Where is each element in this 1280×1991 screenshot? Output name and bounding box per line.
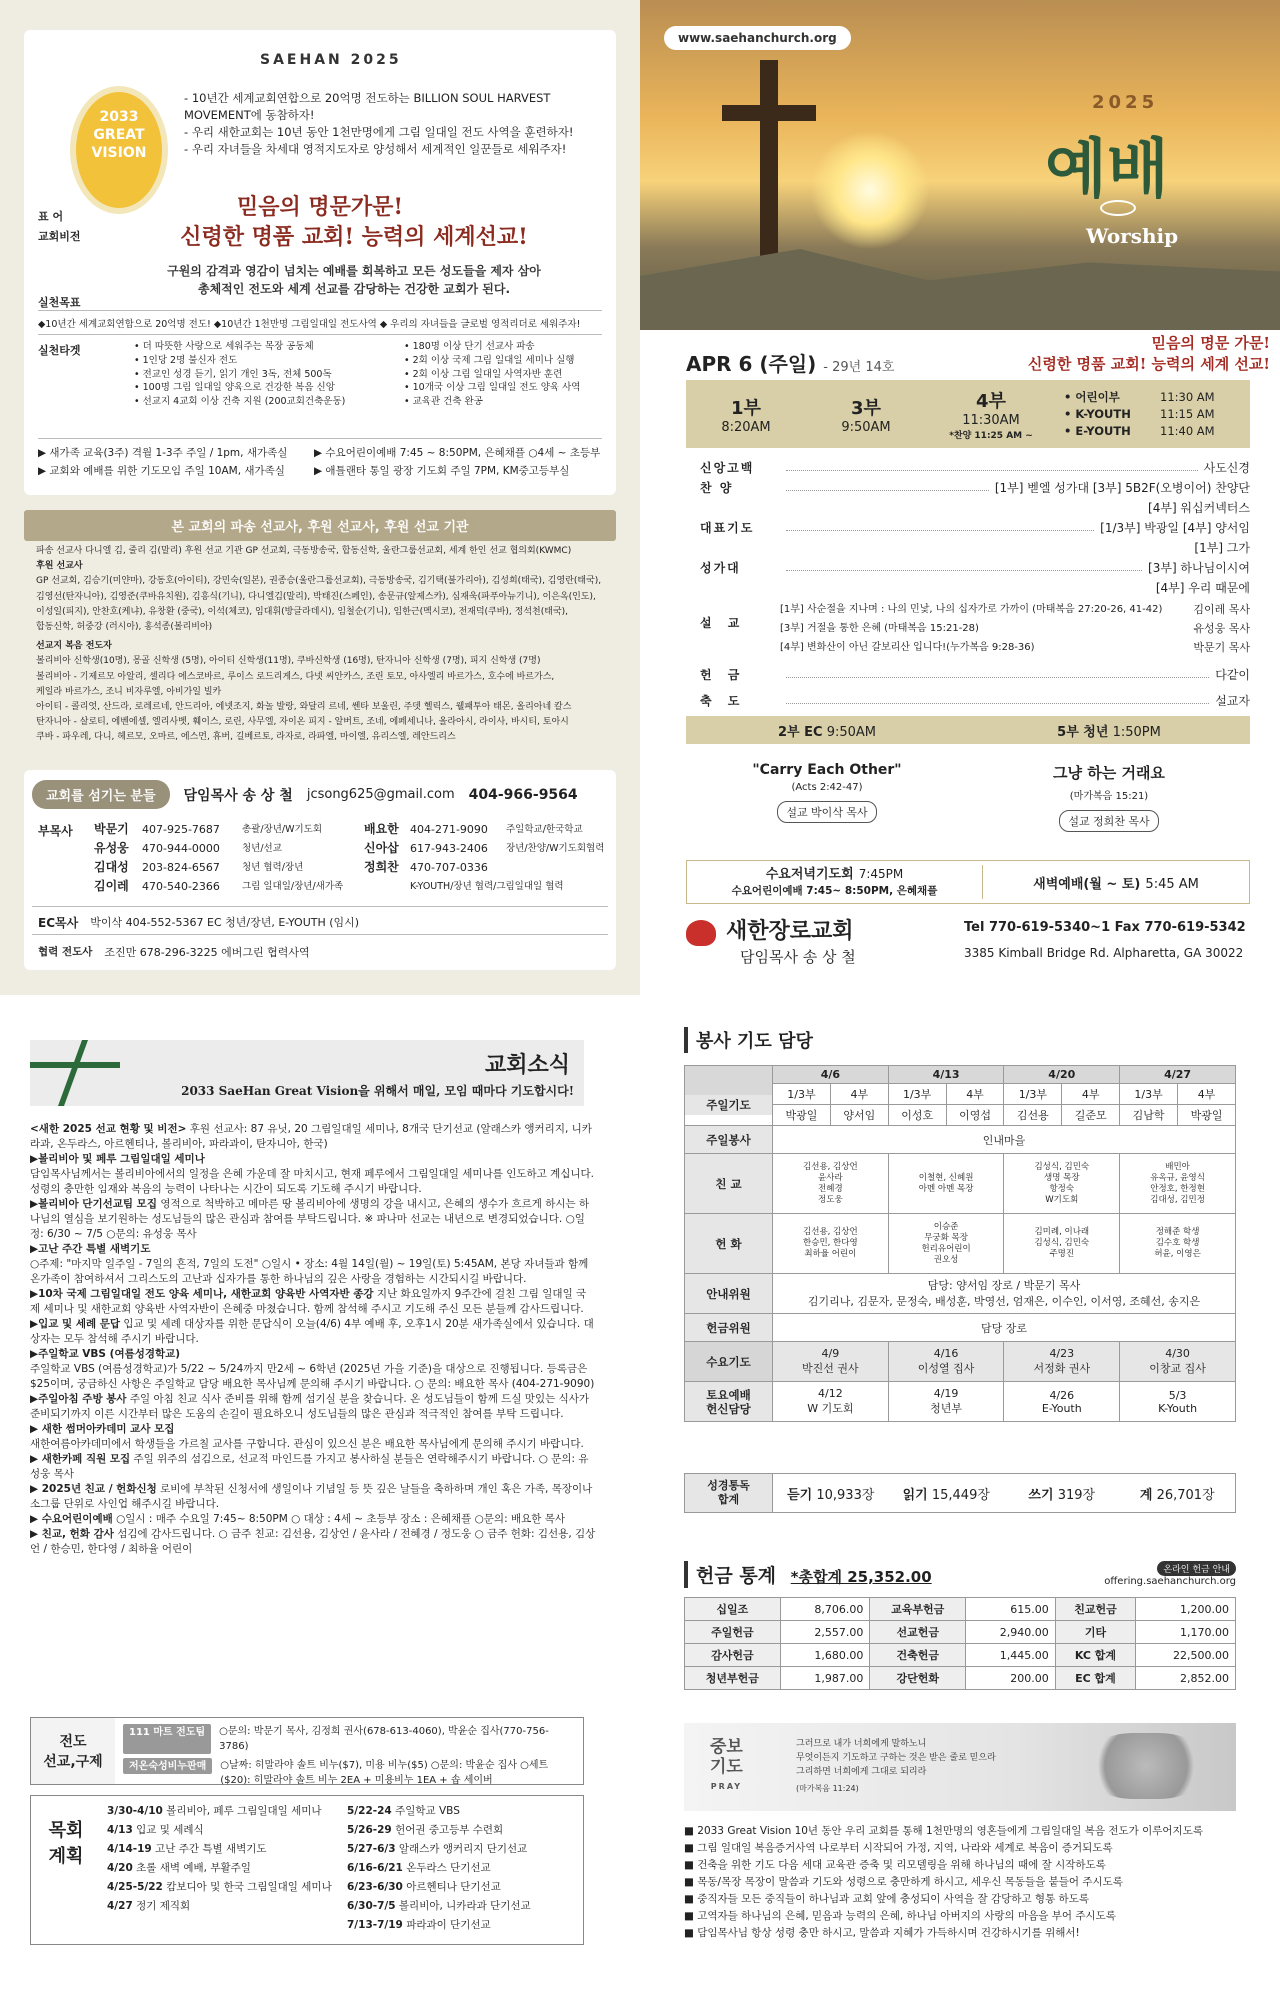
sun-glow xyxy=(810,130,930,250)
notices-left xyxy=(38,444,318,480)
notices-right xyxy=(314,444,614,480)
mission-header: 본 교회의 파송 선교사, 후원 선교사, 후원 선교 기관 xyxy=(24,510,616,541)
mission-list xyxy=(36,544,616,746)
divider xyxy=(38,310,602,311)
mission-line: 이성일(피지), 안찬호(케냐), 유창환 (중국), 이석(체코), 임대휘(방글라데시), 임철순(기니), 임한근(멕시코), 전재덕(쿠바), 정석천(태국), xyxy=(36,606,569,617)
plan-item: 6/23-6/30 아르헨티나 단기선교 xyxy=(347,1881,501,1893)
target-item: • 10개국 이상 그림 일대일 전도 양육 사역 xyxy=(404,382,581,394)
dawn-service: 새벽예배(월 ~ 토) 5:45 AM xyxy=(1033,876,1199,892)
divider xyxy=(32,934,608,935)
pastor-name: 담임목사 송 상 철 xyxy=(183,787,293,804)
duty-header-row: 4/6 4/13 4/20 4/27 xyxy=(685,1066,1236,1084)
mission-line: 합동신학, 허중강 (러시아), 홍석종(볼리비아) xyxy=(36,622,213,633)
ec-line: 박이삭 404-552-5367 EC 청년/장년, E-YOUTH (임시) xyxy=(90,916,360,929)
youth-service-row: • E-YOUTH 11:40 AM xyxy=(1064,423,1215,438)
prayer-item: ■ 그림 일대일 복음증거사역 나로부터 시작되어 가정, 지역, 나라와 세계로 복음이 증거되도록 xyxy=(684,1842,1113,1854)
mission-line: 탄자니아 - 살로티, 에벤에셀, 엘리사벳, 훼이스, 로린, 사무엘, 자이온 피지 - 알버트, 조네, 에페세니나, 올라아시, 라이사, 바시티, 토아시 xyxy=(36,717,569,728)
news-list xyxy=(30,1122,596,1557)
news-item: ▶주일학교 VBS (여름성경학교) 주일학교 VBS (여름성경학교)가 5/22 ~ 5/24까지 만2세 ~ 6학년 (2025년 가을 기준)을 대상으로 진행됩니다. 등록금은 $25이며, 궁금하신 사항은 주일학교 담당 배요한 목사님께 문의해 주시기 바랍니다. ○ 문의: 배요한 목사 (404-271-9090) xyxy=(30,1348,595,1390)
sat-row: 토요예배 헌신담당 4/12 W 기도회 4/19 청년부 4/26 E-Youth 5/3 K-Youth xyxy=(685,1382,1236,1422)
staff-card xyxy=(24,770,616,970)
contact-address: 3385 Kimball Bridge Rd. Alpharetta, GA 30022 xyxy=(964,946,1244,960)
badge-word1: GREAT xyxy=(93,127,145,143)
news-title: 교회소식 xyxy=(484,1053,570,1078)
news-header xyxy=(30,1040,584,1106)
duty-title: 봉사 기도 담당 xyxy=(684,1027,813,1053)
bible-read: 읽기 15,449장 xyxy=(902,1487,990,1503)
liturgy-row: 찬 양 [1부] 벧엘 성가대 [3부] 5B2F(오병이어) 찬양단 xyxy=(700,481,1250,495)
prayer-quote: 그러므로 내가 너희에게 말하노니 무엇이든지 기도하고 구하는 것은 받은 줄로 믿으라 그리하면 너희에게 그대로 되리라 xyxy=(796,1739,996,1777)
news-item: ▶10차 국제 그림일대일 전도 양육 세미나, 새한교회 양육반 사역자반 종강 지난 화요일까지 9주간에 걸친 그림 일대일 국제 세미나 및 새한교회 양육반 사역자반이 은혜중 마쳤습니다. 함께 참석해 주시고 기도해 주신 모든 분들께 감사드립니다. xyxy=(30,1288,587,1315)
pyoeo-label: 표 어 xyxy=(38,210,64,223)
coop-line: 조진만 678-296-3225 에버그린 협력사역 xyxy=(104,946,310,959)
services-box xyxy=(686,380,1250,448)
liturgy-row: 대표기도 [1/3부] 박광일 [4부] 양서임 xyxy=(700,521,1250,535)
staff-row: 김대성 203-824-6567 청년 협력/장년 xyxy=(94,860,304,874)
goal-label: 실천목표 xyxy=(38,296,81,309)
plan-item: 6/30-7/5 볼리비아, 니카라과 단기선교 xyxy=(347,1900,531,1912)
ec-row xyxy=(38,914,359,931)
tract-row: 저온숙성비누판매 ○날짜: 히말라야 솔트 비누($7), 미용 비누($5) ○문의: 박윤순 집사 ○세트($20): 히말라야 솔트 비누 2EA + 미용비누 1EA + 솝 세이버 xyxy=(123,1758,575,1788)
slogan-line1: 믿음의 명문가문! xyxy=(236,194,404,220)
tract-row: 111 마트 전도팀 ○문의: 박문기 목사, 김정희 권사(678-613-4060), 박윤순 집사(770-756-3786) xyxy=(123,1724,575,1754)
coop-row xyxy=(38,944,310,960)
cross-bar xyxy=(722,105,816,121)
plan-left xyxy=(101,1796,341,1944)
pastor-email[interactable]: jcsong625@gmail.com xyxy=(306,787,455,802)
prayer-list xyxy=(684,1823,1244,1942)
notice-item: ▶ 애틀랜타 통일 광장 기도회 주일 7PM, KM중고등부실 xyxy=(314,465,570,477)
mission-line: 후원 선교사 xyxy=(36,561,83,572)
liturgy-row: [4부] 우리 때문에 xyxy=(1155,581,1250,595)
prayer-item: ■ 담임목사님 항상 성령 충만 하시고, 말씀과 지혜가 가득하시며 건강하시기를 위해서! xyxy=(684,1927,1080,1939)
wed-prayer-row: 수요기도 4/9 박진선 권사 4/16 이성열 집사 4/23 서정화 권사 4/30 이창교 집사 xyxy=(685,1342,1236,1382)
liturgy-row: [1부] 그가 xyxy=(1194,541,1250,555)
liturgy xyxy=(700,456,1250,709)
targets-left xyxy=(134,340,394,409)
youth-service-row: • K-YOUTH 11:15 AM xyxy=(1064,406,1215,421)
liturgy-row: 성가대 [3부] 하나님이시여 xyxy=(700,561,1250,575)
offering-table xyxy=(684,1597,1236,1690)
plan-item: 3/30-4/10 볼리비아, 페루 그림일대일 세미나 xyxy=(107,1805,322,1817)
plan-item: 4/25-5/22 캄보디아 및 한국 그림일대일 세미나 xyxy=(107,1881,332,1893)
target-item: • 180명 이상 단기 선교사 파송 xyxy=(404,341,535,352)
news-item: ▶주일아침 주방 봉사 주일 아침 친교 식사 준비를 위해 함께 섬기실 분을 찾습니다. 온 성도님들이 함께 드실 맛있는 식사가 준비되기까지 이른 시간부터 많은 도움의 손길이 필요하오니 성도님들의 많은 관심과 적극적인 참여를 부탁 드립니다. xyxy=(30,1393,589,1420)
target-item: • 1인당 2명 불신자 전도 xyxy=(134,354,238,366)
offering-title: 헌금 통계 *총합계 25,352.00 xyxy=(684,1561,932,1588)
bible-total: 계 26,701장 xyxy=(1139,1487,1215,1503)
staff-row: 박문기 407-925-7687 총괄/장년/W기도회 xyxy=(94,822,323,836)
sermon-block: 설 교 [1부] 사순절을 지나며 : 나의 민낯, 나의 십자가로 가까이 (마태복음 27:20-26, 41-42) 김이레 목사 [3부] 거절을 통한 은혜 (마태복음 15:21-28) 유성웅 목사 [4부] 변화산이 아닌 갈보리산 입니다!(누가복음 9:28-36) 박문기 목사 xyxy=(700,600,1250,657)
duty-table xyxy=(684,1065,1236,1422)
staff-role: K-YOUTH/장년 협력/그림일대일 협력 xyxy=(410,881,564,892)
youth-service-row: • 어린이부 11:30 AM xyxy=(1064,389,1215,404)
offering-row: 주일헌금 2,557.00 선교헌금 2,940.00 기타 1,170.00 xyxy=(685,1621,1236,1644)
church-logo-icon xyxy=(686,920,716,946)
plan-item: 7/13-7/19 파라과이 단기선교 xyxy=(347,1919,491,1931)
assoc-right xyxy=(364,820,614,896)
plan-box xyxy=(30,1795,584,1945)
duty-panel xyxy=(640,995,1280,1991)
staff-row: 배요한 404-271-9090 주일학교/한국학교 xyxy=(364,822,583,836)
notice-item: ▶ 새가족 교육(3주) 격월 1-3주 주일 / 1pm, 새가족실 xyxy=(38,447,288,459)
notice-item: ▶ 교회와 예배를 위한 기도모임 주일 10AM, 새가족실 xyxy=(38,465,285,477)
news-item: ▶ 새한 썸머아카데미 교사 모집 새한여름아카데미에서 학생들을 가르칠 교사를 구합니다. 관심이 있으신 분은 배요한 목사님에게 문의해 주시기 바랍니다. xyxy=(30,1423,584,1450)
worship-panel xyxy=(640,0,1280,995)
goals-line: ◆10년간 세계교회연합으로 20억명 전도! ◆10년간 1천만명 그림일대일 전도사역 ◆ 우리의 자녀들을 글로벌 영적리더로 세워주자! xyxy=(38,319,581,330)
contact-tel: Tel 770-619-5340~1 Fax 770-619-5342 xyxy=(964,920,1246,935)
target-label: 실천타겟 xyxy=(38,344,81,357)
target-item: • 100명 그림 일대일 양육으로 건강한 복음 신앙 xyxy=(134,382,335,394)
service-1: 1부 8:20AM xyxy=(721,397,771,435)
divider xyxy=(38,438,602,439)
service-3: 3부 9:50AM xyxy=(841,397,891,435)
target-item: • 2회 이상 그림 일대일 사역자반 훈련 xyxy=(404,368,563,380)
target-item: • 교육관 건축 완공 xyxy=(404,396,483,408)
tract-box xyxy=(30,1717,584,1785)
vision-card xyxy=(24,30,616,495)
mission-line: 아이티 - 콜리엇, 산드라, 로레르네, 안드리아, 에넷조지, 화놀 발랑, 와달리 르네, 쎈타 보울린, 주뎃 헬릭스, 웰패투아 태몬, 올리아네 칼스 xyxy=(36,702,572,713)
liturgy-row: 축 도 설교자 xyxy=(700,694,1250,708)
cross-icon xyxy=(760,60,778,260)
fish-icon xyxy=(1100,200,1136,216)
vision-bullets xyxy=(184,90,604,158)
news-item: ▶ 새한카페 직원 모집 주일 위주의 섬김으로, 선교적 마인드를 가지고 봉사하실 분들은 연락해주시기 바랍니다. ○ 문의: 유성웅 목사 xyxy=(30,1453,589,1480)
plan-item: 5/22-24 주일학교 VBS xyxy=(347,1805,460,1817)
ec-label: EC목사 xyxy=(38,916,79,930)
bible-listen: 듣기 10,933장 xyxy=(787,1487,875,1503)
fellowship-row: 친 교 김선용, 김상언 윤사라 전혜경 정도웅 이철현, 신혜원 아멘 아멘 목장 김성식, 김민숙 생명 목장 항정숙 W기도회 배민아 유옥규, 윤영식 안정호, 한정현 김대성, 김민정 xyxy=(685,1154,1236,1214)
vision-text-1: 구원의 감격과 영감이 넘치는 예배를 회복하고 모든 성도들을 제자 삼아 xyxy=(167,264,541,278)
ec-youth-box xyxy=(686,716,1250,744)
mission-line: 쿠바 - 파우레, 다니, 헤르모, 오마르, 에스먼, 휴버, 길베르토, 라자로, 라파엘, 마이엘, 유리스엘, 레안드리스 xyxy=(36,732,456,743)
q2-slogan xyxy=(980,332,1270,374)
prayer-ref: (마가복음 11:24) xyxy=(796,1784,859,1793)
prayer-item: ■ 목동/목장 목장이 말씀과 기도와 성령으로 충만하게 하시고, 세우신 목동들을 붙들어 주시도록 xyxy=(684,1876,1123,1888)
cross-deco-icon xyxy=(58,1040,88,1106)
hero-image xyxy=(640,0,1280,330)
plan-item: 6/16-6/21 온두라스 단기선교 xyxy=(347,1862,491,1874)
pastor-row xyxy=(32,780,578,809)
ec-sermon: "Carry Each Other" (Acts 2:42-47) 설교 박이삭 목사 xyxy=(686,762,968,823)
target-item: • 전교인 성경 듣기, 읽기 개인 3독, 전체 500독 xyxy=(134,368,332,380)
offering-total: *총합계 25,352.00 xyxy=(790,1568,932,1586)
flower-row: 헌 화 김선용, 김상언 한승민, 한다영 최하율 어린이 이승준 무궁화 목장 헌리유어린이 권오성 김미례, 이나래 김성식, 김민숙 주명진 정해준 학생 김수호 학생 허윤, 이영은 xyxy=(685,1214,1236,1274)
service-4: 4부 11:30AM *찬양 11:25 AM ~ xyxy=(949,391,1033,441)
duty-sub-row: 1/3부 4부 1/3부 4부 1/3부 4부 1/3부 4부 xyxy=(685,1084,1236,1105)
coop-label: 협력 전도사 xyxy=(38,946,93,958)
offering-committee-row: 헌금위원 담당 장로 xyxy=(685,1314,1236,1342)
divider xyxy=(38,334,602,335)
target-item: • 2회 이상 국제 그림 일대일 세미나 실행 xyxy=(404,354,575,366)
year-label: 2025 xyxy=(1092,92,1159,113)
sunday-prayer-row: 주일기도 박광일 양서임 이성호 이영섭 김선용 길준모 김남학 박광일 xyxy=(685,1105,1236,1126)
vision-bullet: - 우리 자녀들을 차세대 영적지도자로 양성해서 세계적인 일꾼들로 세워주자! xyxy=(184,142,567,156)
offering-row: 감사헌금 1,680.00 건축헌금 1,445.00 KC 합계 22,500.00 xyxy=(685,1644,1236,1667)
news-item: ▶ 친교, 헌화 감사 섬김에 감사드립니다. ○ 금주 친교: 김선용, 김상언 / 윤사라 / 전혜경 / 정도웅 ○ 금주 헌화: 김선용, 김상언 / 한승민, 한다영 / 최하율 어린이 xyxy=(30,1528,596,1555)
mission-line: 파송 선교사 다니엘 김, 줄리 김(말리) 후원 선교 기관 GP 선교회, 극동방송국, 합동신학, 울란그룹선교회, 세계 한인 선교 협의회(KWMC) xyxy=(36,546,572,556)
service-date: APR 6 (주일) xyxy=(686,352,817,376)
mountain-shape xyxy=(640,240,1280,330)
usher-row: 안내위원 담당: 양서임 장로 / 박문기 목사 김기리나, 김문자, 문정숙, 배성훈, 박영선, 엄재은, 이수인, 이서영, 조혜선, 송지은 xyxy=(685,1274,1236,1314)
target-item: • 선교지 4교회 이상 건축 지원 (200교회건축운동) xyxy=(134,396,346,408)
q2-slogan-1: 믿음의 명문 가문! xyxy=(1151,334,1270,352)
youth-sermon: 그냥 하는 거래요 (마가복음 15:21) 설교 정희찬 목사 xyxy=(968,762,1250,832)
youth-service: 5부 청년 1:50PM xyxy=(1057,724,1161,740)
slogan-line2: 신령한 명품 교회! 능력의 세계선교! xyxy=(180,224,528,250)
liturgy-row: 헌 금 다같이 xyxy=(700,668,1250,682)
targets-right xyxy=(404,340,614,409)
staff-row: 김이레 470-540-2366 그림 일대일/장년/새가족 xyxy=(94,879,344,893)
plan-item: 4/14-19 고난 주간 특별 새벽기도 xyxy=(107,1843,267,1855)
offering-row: 십일조 8,706.00 교육부헌금 615.00 친교헌금 1,200.00 xyxy=(685,1598,1236,1621)
worship-label: Worship xyxy=(1086,224,1179,248)
mission-line: 볼리비아 - 기제르모 아알리, 셀리다 에스코바르, 루이스 로드리게스, 다넷 씨안카스, 조린 토모, 아사엘리 바르가스, 호수에 바르가스, xyxy=(36,671,555,682)
bible-reading-box: 성경통독 합계 듣기 10,933장 읽기 15,449장 쓰기 319장 계 26,701장 xyxy=(684,1473,1236,1513)
news-item: ▶볼리비아 및 페루 그림일대일 세미나 담임목사님께서는 볼리비아에서의 일정을 은혜 가운데 잘 마치시고, 현재 페루에서 그림일대일 세미나를 인도하고 계십니다. 성령의 충만한 임재와 복음의 능력이 나타나는 시간이 되도록 기도해 주시기 바랍니다. xyxy=(30,1153,595,1195)
sermon-row: [1부] 사순절을 지나며 : 나의 민낯, 나의 십자가로 가까이 (마태복음 27:20-26, 41-42) 김이레 목사 xyxy=(780,603,1250,616)
news-item: ▶고난 주간 특별 새벽기도 ○주제: "마지막 일주일 - 7일의 흔적, 7일의 도전" ○일시 • 장소: 4월 14일(월) ~ 19일(토) 5:45AM, 본당 자녀들과 함께 온가족이 참여하셔서 그리스도의 고난과 십자가를 통한 하나님의 깊은 사랑을 경험하는 시간되시길 바랍니다. xyxy=(30,1243,589,1285)
plan-right xyxy=(341,1796,583,1944)
vision-text-2: 총체적인 전도와 세계 선교를 감당하는 건강한 교회가 된다. xyxy=(197,282,510,296)
news-item: <새한 2025 선교 현황 및 비전> 후원 선교사: 87 유닛, 20 그림일대일 세미나, 8개국 단기선교 (알래스카 앵커리지, 니카라과, 온두라스, 아르헨티나, 볼리비아, 파라과이, 탄자니아, 한국) xyxy=(30,1123,592,1150)
saehan-label: SAEHAN 2025 xyxy=(260,52,402,68)
prayer-item: ■ 2033 Great Vision 10년 동안 우리 교회를 통해 1천만명의 영혼들에게 그림일대일 복음 전도가 이루어지도록 xyxy=(684,1825,1203,1837)
mission-line: 김영선(탄자니아), 김영준(쿠바유치원), 김흥식(기니), 다니엘김(말리), 박태진(스페인), 송문규(알제스카), 심재욱(파푸아뉴기니), 이은옥(인도), xyxy=(36,591,596,602)
vision-panel xyxy=(0,0,640,995)
sermon-row: [3부] 거절을 통한 은혜 (마태복음 15:21-28) 유성웅 목사 xyxy=(780,622,1250,635)
cross-deco-bar xyxy=(30,1062,120,1068)
liturgy-row: 신앙고백 사도신경 xyxy=(700,461,1250,475)
sunday-service-row: 주일봉사 인내마을 xyxy=(685,1126,1236,1154)
staff-row: 신아삽 617-943-2406 장년/찬양/W기도회협력 xyxy=(364,841,605,855)
badge-word2: VISION xyxy=(91,145,147,161)
prayer-item: ■ 건축을 위한 기도 다음 세대 교육관 증축 및 리모델링을 위해 하나님의 때에 잘 시작하도록 xyxy=(684,1859,1106,1871)
prayer-item: ■ 고역자들 하나님의 은혜, 믿음과 능력의 은혜, 하나님 아버지의 사랑의 마음을 부어 주시도록 xyxy=(684,1910,1116,1922)
plan-item: 4/13 입교 및 세례식 xyxy=(107,1824,204,1836)
sermon-row: [4부] 변화산이 아닌 갈보리산 입니다!(누가복음 9:28-36) 박문기 목사 xyxy=(780,641,1250,654)
staff-row: 유성웅 470-944-0000 청년/선교 xyxy=(94,841,282,855)
liturgy-row: [4부] 워십커넥터스 xyxy=(1148,501,1250,515)
pastor-phone[interactable]: 404-966-9564 xyxy=(468,786,578,803)
youth-services xyxy=(1056,389,1250,440)
staff-row: 정희찬 470-707-0336 xyxy=(364,860,488,874)
assoc-label: 부목사 xyxy=(38,824,73,838)
prayer-banner xyxy=(684,1723,1236,1811)
divider xyxy=(32,906,608,907)
website-link[interactable]: www.saehanchurch.org xyxy=(664,26,851,50)
worship-title: 예배 xyxy=(1045,132,1169,207)
plan-item: 4/27 정기 제직회 xyxy=(107,1900,191,1912)
weekday-box xyxy=(686,860,1250,904)
vision-bullet: - 우리 새한교회는 10년 동안 1천만명에게 그림 일대일 전도 사역을 훈련하자! xyxy=(184,125,574,139)
target-item: • 더 따뜻한 사랑으로 세워주는 목장 공동체 xyxy=(134,341,314,352)
plan-item: 5/27-6/3 알래스카 앵커리지 단기선교 xyxy=(347,1843,528,1855)
vision-bullet: - 10년간 세계교회연합으로 20억명 전도하는 BILLION SOUL HARVEST MOVEMENT에 동참하자! xyxy=(184,91,551,122)
news-panel xyxy=(0,995,640,1991)
bible-write: 쓰기 319장 xyxy=(1028,1487,1096,1503)
news-item: ▶입교 및 세례 문답 입교 및 세례 대상자를 위한 문답식이 오늘(4/6) 4부 예배 후, 오후1시 20분 새가족실에서 있습니다. 대상자는 모두 참석해 주시기 바랍니다. xyxy=(30,1318,594,1345)
hands-icon xyxy=(1086,1733,1206,1799)
plan-item: 4/20 초롤 새벽 예배, 부활주일 xyxy=(107,1862,251,1874)
offering-row: 청년부헌금 1,987.00 강단헌화 200.00 EC 합계 2,852.00 xyxy=(685,1667,1236,1690)
mission-line: GP 선교회, 김승기(미얀마), 강동호(아이티), 강민숙(일본), 권종승(울란그룹선교회), 극동방송국, 김기택(불가리아), 김성희(태국), 김영란(태국), xyxy=(36,576,602,587)
prayer-banner-title: 중보 기도 PRAY xyxy=(710,1737,743,1791)
date-row xyxy=(686,348,894,377)
badge-year: 2033 xyxy=(99,109,139,125)
tract-label: 전도 선교,구제 xyxy=(31,1718,115,1784)
prayer-item: ■ 중직자들 모든 중직들이 하나님과 교회 앞에 충성되이 사역을 잘 감당하고 형통 하도록 xyxy=(684,1893,1089,1905)
news-item: ▶볼리비아 단기선교팀 모집 영적으로 척박하고 메마른 땅 볼리비아에 생명의 강을 내시고, 은혜의 생수가 흐르게 하시는 하나님의 열심을 보기원하는 성도님들의 많은 관심과 참여를 부탁드립니다. ※ 파나마 선교는 내년으로 변경되었습니다. ○일정: 6/30 ~ 7/5 ○문의: 유성웅 목사 xyxy=(30,1198,590,1240)
notice-item: ▶ 수요어린이예배 7:45 ~ 8:50PM, 은혜채플 ○4세 ~ 초등부 xyxy=(314,447,601,459)
news-subtitle: 2033 SaeHan Great Vision을 위해서 매일, 모임 때마다 기도합시다! xyxy=(181,1084,574,1098)
q2-slogan-2: 신령한 명품 교회! 능력의 세계 선교! xyxy=(1027,355,1270,373)
serve-pill: 교회를 섬기는 분들 xyxy=(32,780,170,809)
date-sub: - 29년 14호 xyxy=(823,360,895,375)
plan-label: 목회 계획 xyxy=(48,1820,84,1867)
vision-label: 교회비전 xyxy=(38,230,81,243)
mission-line: 볼리비아 신학생(10명), 몽골 신학생 (5명), 아이티 신학생(11명), 쿠바신학생 (16명), 탄자니아 신학생 (7명), 피지 신학생 (7명) xyxy=(36,656,541,667)
assoc-left xyxy=(94,820,364,896)
wednesday-service: 수요저녁기도회 7:45PM 수요어린이예배 7:45~ 8:50PM, 은혜채플 xyxy=(687,865,983,899)
mission-line: 선교지 복음 전도자 xyxy=(36,641,112,652)
news-item: ▶ 2025년 친교 / 헌화신청 로비에 부착된 신청서에 생일이나 기념일 등 뜻 깊은 날들을 축하하며 개인 혹은 가족, 목장이나 소그룹 단위로 사인업 해주시길 바랍니다. xyxy=(30,1483,593,1510)
mission-line: 케일라 바르가스, 조니 비자루엘, 아비가일 빌카 xyxy=(36,686,222,697)
plan-item: 5/26-29 헌어권 중고등부 수련회 xyxy=(347,1824,504,1836)
vision-text xyxy=(114,262,594,298)
news-item: ▶ 수요어린이예배 ○일시 : 매주 수요일 7:45~ 8:50PM ○ 대상 : 4세 ~ 초등부 장소 : 은혜채플 ○문의: 배요한 목사 xyxy=(30,1513,565,1525)
church-name: 새한장로교회 xyxy=(726,919,854,944)
online-offering[interactable]: 온라인 헌금 안내 offering.saehanchurch.org xyxy=(1104,1557,1236,1587)
senior-pastor: 담임목사 송 상 철 xyxy=(740,948,856,966)
ec-service: 2부 EC 9:50AM xyxy=(777,724,876,740)
